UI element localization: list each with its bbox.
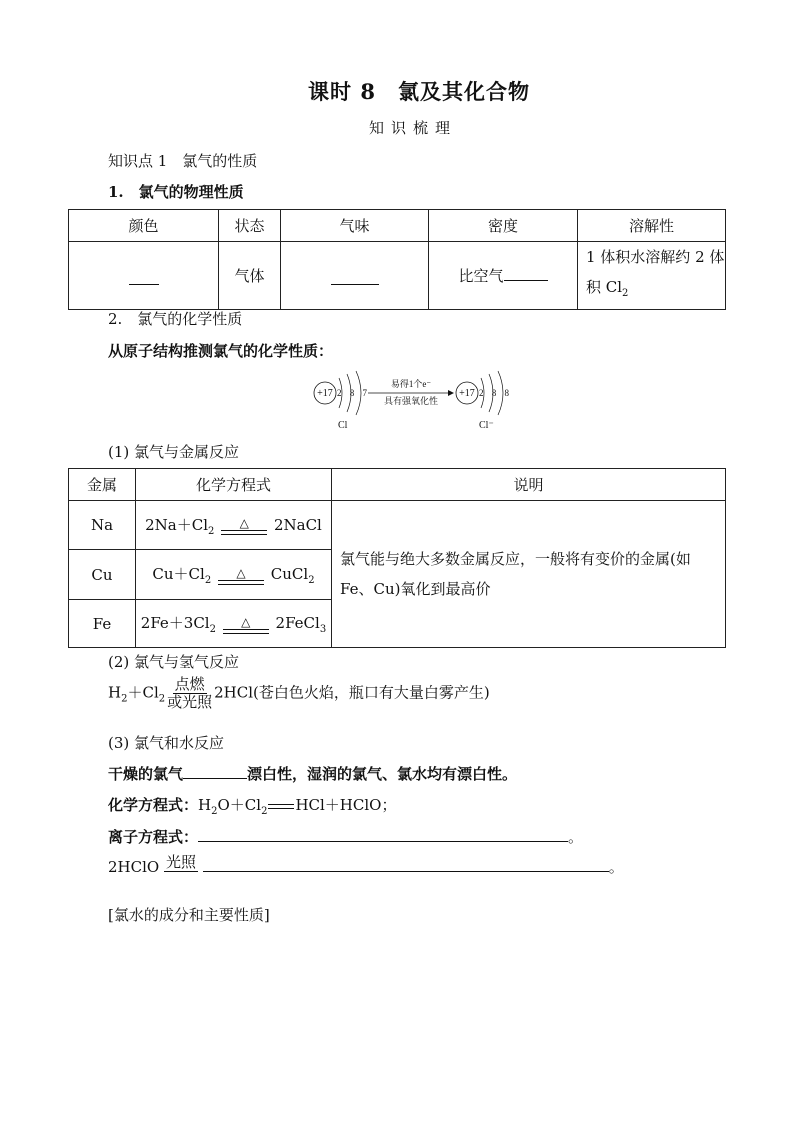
atom-structure-diagram <box>312 366 512 432</box>
equation-rhs: 2NaCl <box>273 515 322 534</box>
reaction-condition <box>165 676 214 711</box>
equation-lhs: H <box>108 683 122 702</box>
equation-lhs: 2Fe＋3Cl <box>140 614 210 632</box>
equation-cell <box>136 550 332 600</box>
equation-rhs: CuCl <box>270 565 309 583</box>
table-header: 密度 <box>429 210 578 242</box>
fill-blank <box>504 266 548 281</box>
reaction-condition <box>221 516 267 535</box>
metal-reaction-table <box>68 468 726 648</box>
reaction-water-title: (3) 氯气和水反应 <box>108 734 225 752</box>
equation-lhs: O＋Cl <box>217 796 262 814</box>
metal-cell: Na <box>69 501 136 550</box>
table-header: 状态 <box>219 210 281 242</box>
metal-cell: Cu <box>69 550 136 600</box>
subsection-chemical: 2. 氯气的化学性质 <box>108 310 243 328</box>
period: 。 <box>608 858 624 876</box>
equation-rhs: 2FeCl <box>275 614 320 632</box>
metal-cell: Fe <box>69 600 136 648</box>
heat-condition: △ <box>236 565 246 580</box>
color-cell <box>69 242 219 310</box>
dry-chlorine-line <box>108 763 517 784</box>
reaction-metal-title: (1) 氯气与金属反应 <box>108 443 240 461</box>
period: 。 <box>568 828 584 846</box>
hclo-decomposition-line <box>108 853 624 877</box>
atom-label: Cl <box>338 420 348 431</box>
section-heading: 知识点 1 氯气的性质 <box>108 152 258 170</box>
note-cell <box>332 501 726 648</box>
solubility-line: 1 体积水溶解约 2 体 <box>586 248 725 266</box>
fill-blank <box>183 764 247 779</box>
table-header: 溶解性 <box>578 210 726 242</box>
fill-blank <box>203 857 609 872</box>
nucleus-label: +17 <box>459 388 475 399</box>
shell-electrons: 2 8 8 <box>479 388 512 398</box>
arrow-label-bottom: 具有强氧化性 <box>383 396 439 406</box>
subscript: 2 <box>622 288 629 299</box>
equation-lhs: H <box>198 796 212 814</box>
table-header: 说明 <box>332 469 726 501</box>
equation-rhs: 2HCl(苍白色火焰，瓶口有大量白雾产生) <box>214 683 490 702</box>
note-line: 氯气能与绝大多数金属反应，一般将有变价的金属(如 <box>340 550 691 568</box>
physical-properties-table <box>68 209 726 310</box>
subscript: 2 <box>158 693 166 705</box>
equation-label: 化学方程式： <box>108 796 199 814</box>
subscript: 2 <box>211 806 218 817</box>
subscript: 3 <box>319 624 327 635</box>
solubility-cell <box>578 242 726 310</box>
equation-lhs: ＋Cl <box>127 683 159 702</box>
page-subtitle: 知识梳理 <box>368 119 457 137</box>
fill-blank <box>331 270 379 285</box>
heat-condition: △ <box>239 516 249 530</box>
equation-lhs: Cu＋Cl <box>152 565 205 583</box>
table-header-row <box>69 210 726 242</box>
state-cell: 气体 <box>219 242 281 310</box>
table-header-row <box>69 469 726 501</box>
ion-label: Cl⁻ <box>479 420 494 431</box>
heat-condition: △ <box>241 614 251 629</box>
equation-label: 离子方程式： <box>108 828 199 846</box>
table-header: 气味 <box>281 210 429 242</box>
equation-rhs: HCl＋HClO； <box>295 796 397 814</box>
table-header: 颜色 <box>69 210 219 242</box>
subscript: 2 <box>204 575 212 586</box>
chemical-equation-line <box>108 794 396 817</box>
fill-blank <box>129 270 159 285</box>
dry-prefix: 干燥的氯气 <box>108 765 184 783</box>
page-title: 课时 8 氯及其化合物 <box>308 79 530 104</box>
nucleus-label: +17 <box>317 388 333 399</box>
equation-lhs: 2HClO <box>108 858 160 876</box>
dry-suffix: 漂白性，湿润的氯气、氯水均有漂白性。 <box>247 765 518 783</box>
equation-lhs: 2Na＋Cl <box>145 515 209 534</box>
condition-top: 点燃 <box>174 675 205 693</box>
note-line: Fe、Cu)氧化到最高价 <box>340 580 491 598</box>
equation-cell <box>136 600 332 648</box>
density-cell <box>429 242 578 310</box>
reaction-hydrogen-title: (2) 氯气与氢气反应 <box>108 653 240 671</box>
subscript: 2 <box>308 575 315 586</box>
condition-top: 光照 <box>165 853 196 871</box>
table-row <box>69 242 726 310</box>
reversible-arrow <box>268 804 294 809</box>
equation-cell <box>136 501 332 550</box>
subscript: 2 <box>261 806 268 817</box>
inference-text: 从原子结构推测氯气的化学性质： <box>108 342 334 360</box>
odor-cell <box>281 242 429 310</box>
ionic-equation-line <box>108 826 583 847</box>
subscript: 2 <box>208 525 215 537</box>
table-header: 金属 <box>69 469 136 501</box>
subscript: 2 <box>209 624 216 635</box>
chlorine-water-heading: [氯水的成分和主要性质] <box>108 906 270 924</box>
shell-electrons: 2 8 7 <box>337 388 370 398</box>
density-prefix: 比空气 <box>458 267 504 285</box>
condition-bottom: 或光照 <box>167 693 213 711</box>
reaction-condition <box>218 566 264 585</box>
reaction-condition <box>223 615 269 634</box>
arrow-label-top: 易得1个e⁻ <box>390 379 432 389</box>
fill-blank <box>198 827 568 842</box>
subscript: 2 <box>121 693 128 705</box>
solubility-line: 积 Cl <box>586 278 623 296</box>
subsection-physical: 1. 氯气的物理性质 <box>108 183 244 201</box>
arrow-head <box>448 390 454 396</box>
table-header: 化学方程式 <box>136 469 332 501</box>
table-row <box>69 501 726 550</box>
reaction-condition <box>164 854 198 876</box>
hydrogen-equation <box>108 676 490 711</box>
